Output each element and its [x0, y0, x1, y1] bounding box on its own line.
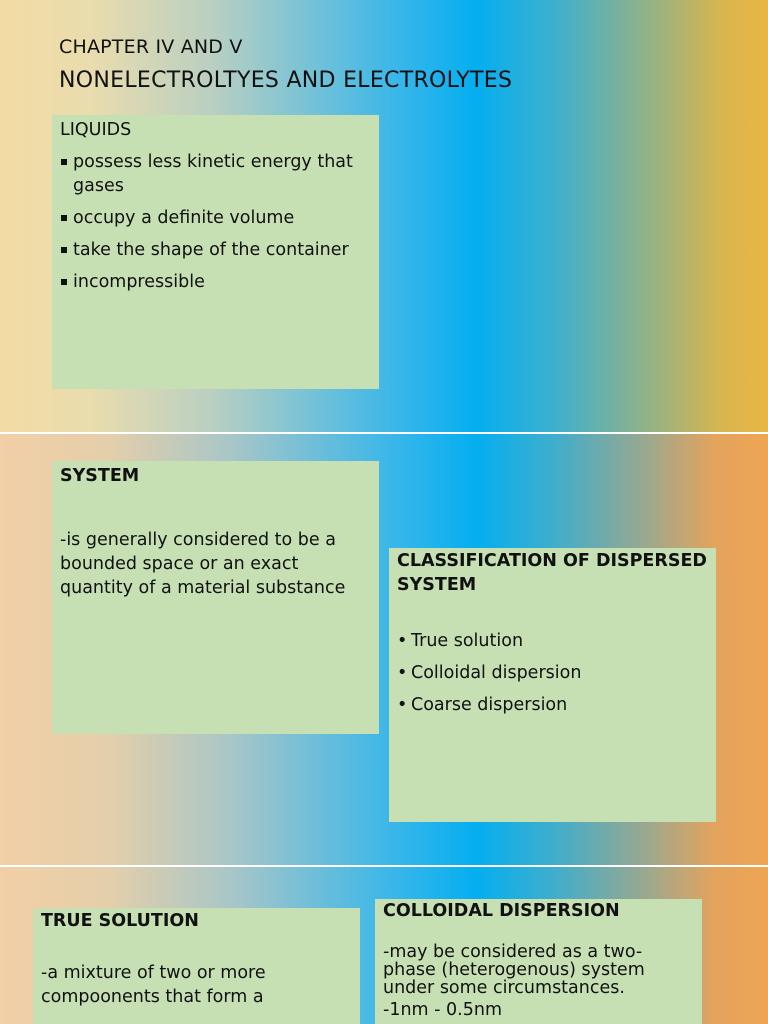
colloidal-heading: COLLOIDAL DISPERSION: [383, 901, 620, 921]
slide-title: NONELECTROLTYES AND ELECTROLYTES: [59, 68, 513, 93]
classification-list: [397, 629, 708, 717]
slide-3: [0, 867, 768, 1024]
colloidal-size-range: -1nm - 0.5nm: [383, 1000, 502, 1020]
list-item: possess less kinetic energy that gases: [60, 150, 371, 198]
classification-heading: CLASSIFICATION OF DISPERSED SYSTEM: [397, 551, 707, 595]
true-solution-heading: TRUE SOLUTION: [41, 911, 199, 931]
system-box: [52, 461, 379, 734]
slide-1: [0, 0, 768, 432]
list-item: • Colloidal dispersion: [397, 661, 708, 685]
true-solution-box: [33, 908, 360, 1024]
list-item: incompressible: [60, 270, 371, 294]
liquids-list: [60, 150, 371, 294]
slide-2: [0, 434, 768, 865]
liquids-box: [52, 115, 379, 389]
true-solution-definition: -a mixture of two or more compoonents that form a: [41, 963, 266, 1007]
list-item: • True solution: [397, 629, 708, 653]
classification-box: [389, 548, 716, 822]
colloidal-definition: -may be considered as a two-phase (heterogenous) system under some circumstances.: [383, 942, 645, 998]
list-item: occupy a definite volume: [60, 206, 371, 230]
colloidal-box: [375, 899, 702, 1024]
list-item: take the shape of the container: [60, 238, 371, 262]
system-definition: -is generally considered to be a bounded space or an exact quantity of a material substance: [60, 530, 346, 598]
system-heading: SYSTEM: [60, 466, 140, 486]
list-item: • Coarse dispersion: [397, 693, 708, 717]
liquids-heading: LIQUIDS: [60, 120, 132, 140]
chapter-heading: CHAPTER IV AND V: [59, 36, 243, 58]
